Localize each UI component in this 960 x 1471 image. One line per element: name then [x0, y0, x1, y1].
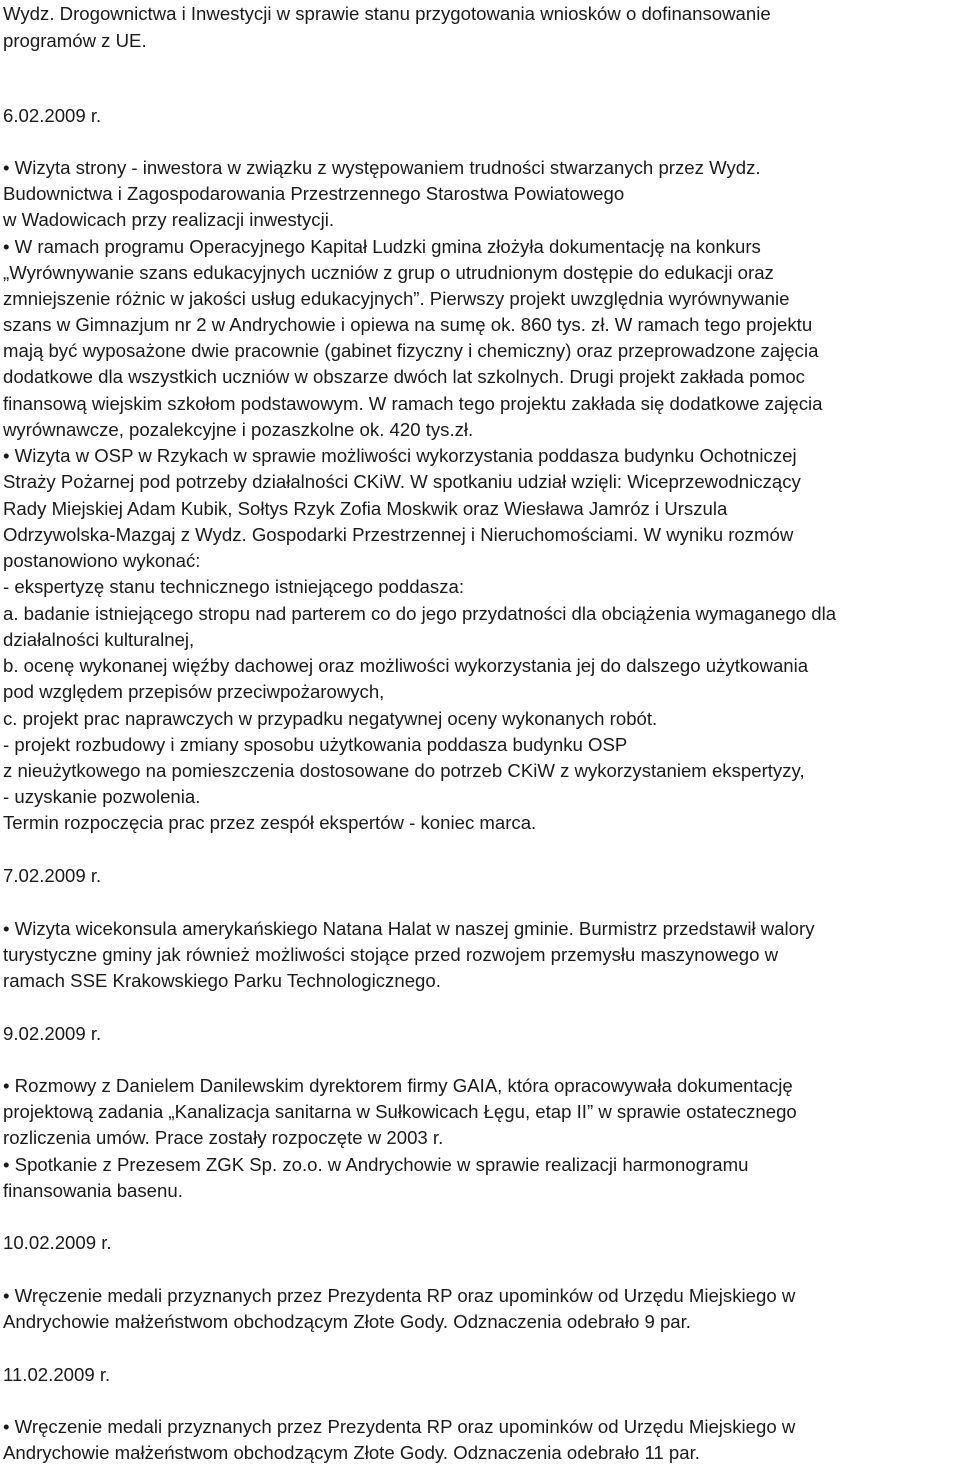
- text-line: Andrychowie małżeństwom obchodzącym Złote Gody. Odznaczenia odebrało 11 par.: [3, 1442, 700, 1463]
- text-line: mają być wyposażone dwie pracownie (gabinet fizyczny i chemiczny) oraz przeprowadzone zajęcia: [3, 340, 819, 361]
- text-line: • Wręczenie medali przyznanych przez Prezydenta RP oraz upominków od Urzędu Miejskiego w: [3, 1416, 796, 1437]
- date-heading: 7.02.2009 r.: [3, 865, 102, 886]
- text-line: • W ramach programu Operacyjnego Kapitał Ludzki gmina złożyła dokumentację na konkurs: [3, 236, 761, 257]
- text-line: ramach SSE Krakowskiego Parku Technologicznego.: [3, 970, 441, 991]
- text-line: wyrównawcze, pozalekcyjne i pozaszkolne ok. 420 tys.zł.: [3, 419, 474, 440]
- text-line: programów z UE.: [3, 30, 147, 51]
- date-heading: 6.02.2009 r.: [3, 105, 102, 126]
- text-line: finansową wiejskim szkołom podstawowym. W ramach tego projektu zakłada się dodatkowe zajęcia: [3, 393, 823, 414]
- text-line: Budownictwa i Zagospodarowania Przestrzennego Starostwa Powiatowego: [3, 183, 625, 204]
- text-line: pod względem przepisów przeciwpożarowych,: [3, 681, 385, 702]
- text-line: „Wyrównywanie szans edukacyjnych uczniów z grup o utrudnionym dostępie do edukacji oraz: [3, 262, 774, 283]
- text-line: finansowania basenu.: [3, 1180, 183, 1201]
- text-line: b. ocenę wykonanej więźby dachowej oraz możliwości wykorzystania jej do dalszego użytkowania: [3, 655, 809, 676]
- date-heading: 11.02.2009 r.: [3, 1364, 111, 1385]
- text-line: szans w Gimnazjum nr 2 w Andrychowie i opiewa na sumę ok. 860 tys. zł. W ramach tego projektu: [3, 314, 813, 335]
- text-line: w Wadowicach przy realizacji inwestycji.: [3, 209, 334, 230]
- text-line: projektową zadania „Kanalizacja sanitarna w Sułkowicach Łęgu, etap II” w sprawie ostatecznego: [3, 1101, 797, 1122]
- text-line: - uzyskanie pozwolenia.: [3, 786, 201, 807]
- text-line: a. badanie istniejącego stropu nad parterem co do jego przydatności dla obciążenia wymaganego dla: [3, 603, 837, 624]
- text-line: turystyczne gminy jak również możliwości stojące przed rozwojem przemysłu maszynowego w: [3, 944, 778, 965]
- text-line: • Spotkanie z Prezesem ZGK Sp. zo.o. w Andrychowie w sprawie realizacji harmonogramu: [3, 1154, 749, 1175]
- text-line: • Wizyta w OSP w Rzykach w sprawie możliwości wykorzystania poddasza budynku Ochotniczej: [3, 445, 797, 466]
- date-heading: 9.02.2009 r.: [3, 1023, 102, 1044]
- text-line: rozliczenia umów. Prace zostały rozpoczęte w 2003 r.: [3, 1127, 444, 1148]
- text-line: dodatkowe dla wszystkich uczniów w obszarze dwóch lat szkolnych. Drugi projekt zakłada pomoc: [3, 366, 805, 387]
- text-line: z nieużytkowego na pomieszczenia dostosowane do potrzeb CKiW z wykorzystaniem ekspertyzy,: [3, 760, 805, 781]
- text-line: c. projekt prac naprawczych w przypadku negatywnej oceny wykonanych robót.: [3, 708, 658, 729]
- text-line: • Wręczenie medali przyznanych przez Prezydenta RP oraz upominków od Urzędu Miejskiego w: [3, 1285, 796, 1306]
- text-line: zmniejszenie różnic w jakości usług edukacyjnych”. Pierwszy projekt uwzględnia wyrównywanie: [3, 288, 790, 309]
- text-line: - ekspertyzę stanu technicznego istniejącego poddasza:: [3, 576, 464, 597]
- text-line: Straży Pożarnej pod potrzeby działalności CKiW. W spotkaniu udział wzięli: Wiceprzewodniczący: [3, 471, 801, 492]
- text-line: • Rozmowy z Danielem Danilewskim dyrektorem firmy GAIA, która opracowywała dokumentację: [3, 1075, 793, 1096]
- text-line: Andrychowie małżeństwom obchodzącym Złote Gody. Odznaczenia odebrało 9 par.: [3, 1311, 691, 1332]
- text-line: • Wizyta wicekonsula amerykańskiego Natana Halat w naszej gminie. Burmistrz przedstawił walory: [3, 918, 815, 939]
- date-heading: 10.02.2009 r.: [3, 1232, 112, 1253]
- text-line: Termin rozpoczęcia prac przez zespół ekspertów - koniec marca.: [3, 812, 537, 833]
- text-line: działalności kulturalnej,: [3, 629, 195, 650]
- text-line: Rady Miejskiej Adam Kubik, Sołtys Rzyk Zofia Moskwik oraz Wiesława Jamróz i Urszula: [3, 498, 728, 519]
- text-line: postanowiono wykonać:: [3, 550, 201, 571]
- text-line: Odrzywolska-Mazgaj z Wydz. Gospodarki Przestrzennej i Nieruchomościami. W wyniku rozmów: [3, 524, 794, 545]
- text-line: - projekt rozbudowy i zmiany sposobu użytkowania poddasza budynku OSP: [3, 734, 628, 755]
- text-line: • Wizyta strony - inwestora w związku z występowaniem trudności stwarzanych przez Wydz.: [3, 157, 761, 178]
- text-line: Wydz. Drogownictwa i Inwestycji w sprawie stanu przygotowania wniosków o dofinansowanie: [3, 3, 771, 24]
